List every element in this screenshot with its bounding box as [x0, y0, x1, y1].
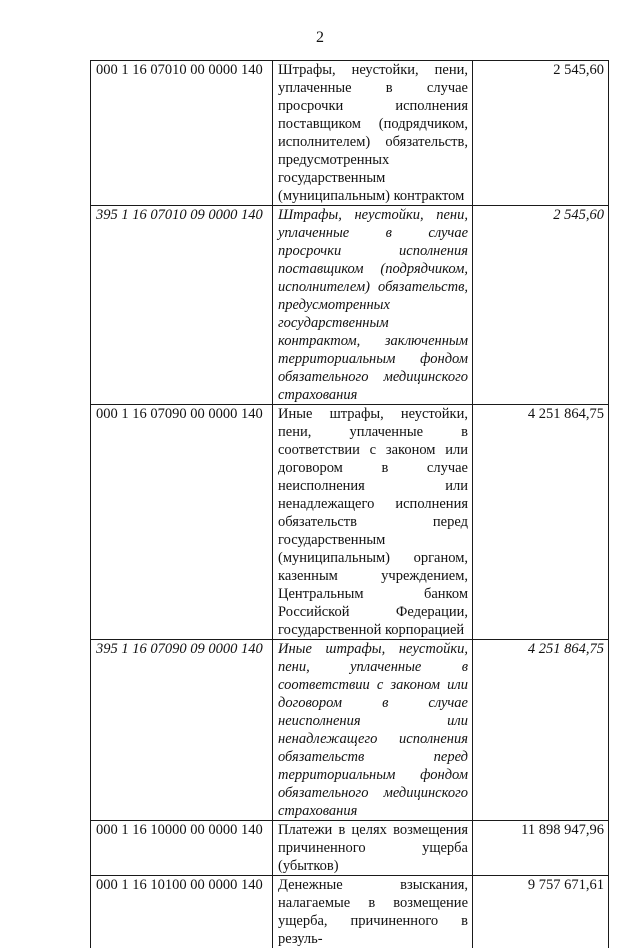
amount-cell: 11 898 947,96: [473, 821, 609, 876]
income-name-text: Иные штрафы, неустойки, пени, уплаченные в соответствии с законом или договором в случае неисполнения или ненадлежащего исполнения обязательств перед территориальным фондом обязательного медицинского страхования: [278, 640, 468, 820]
budget-code-cell: 000 1 16 07090 00 0000 140: [91, 405, 273, 640]
amount-cell: 2 545,60: [473, 61, 609, 206]
amount-cell: 2 545,60: [473, 206, 609, 405]
budget-code-cell: 000 1 16 10000 00 0000 140: [91, 821, 273, 876]
amount-cell: 9 757 671,61: [473, 876, 609, 948]
amount-cell: 4 251 864,75: [473, 405, 609, 640]
table-row: [91, 821, 609, 876]
income-name-text: Иные штрафы, неустойки, пени, уплаченные в соответствии с законом или договором в случае неисполнения или ненадлежащего исполнения обязательств перед государственным (муниципальным) органом, казенным учреждением, Центральным банком Российской Федерации, государственной корпорацией: [278, 405, 468, 639]
income-name-cell: [273, 876, 473, 948]
income-name-text: Штрафы, неустойки, пени, уплаченные в случае просрочки исполнения поставщиком (подрядчиком, исполнителем) обязательств, предусмотренных государственным контрактом, заключенным территориальным фондом обязательного медицинского страхования: [278, 206, 468, 404]
page-number: 2: [0, 28, 640, 48]
budget-code-cell: 000 1 16 07010 00 0000 140: [91, 61, 273, 206]
income-name-cell: [273, 821, 473, 876]
income-name-cell: [273, 640, 473, 821]
table-row: [91, 206, 609, 405]
budget-code-cell: 395 1 16 07010 09 0000 140: [91, 206, 273, 405]
budget-table: [90, 60, 609, 948]
amount-cell: 4 251 864,75: [473, 640, 609, 821]
table-row: [91, 405, 609, 640]
budget-code-cell: 395 1 16 07090 09 0000 140: [91, 640, 273, 821]
table-row: [91, 61, 609, 206]
income-name-text: Штрафы, неустойки, пени, уплаченные в случае просрочки исполнения поставщиком (подрядчиком, исполнителем) обязательств, предусмотренных государственным (муниципальным) контрактом: [278, 61, 468, 205]
budget-code-cell: 000 1 16 10100 00 0000 140: [91, 876, 273, 948]
income-name-text: Платежи в целях возмещения причиненного ущерба (убытков): [278, 821, 468, 875]
income-name-text: Денежные взыскания, налагаемые в возмещение ущерба, причиненного в резуль-: [278, 876, 468, 948]
income-name-cell: [273, 405, 473, 640]
income-name-cell: [273, 61, 473, 206]
income-name-cell: [273, 206, 473, 405]
table-row: [91, 640, 609, 821]
table-row: [91, 876, 609, 948]
